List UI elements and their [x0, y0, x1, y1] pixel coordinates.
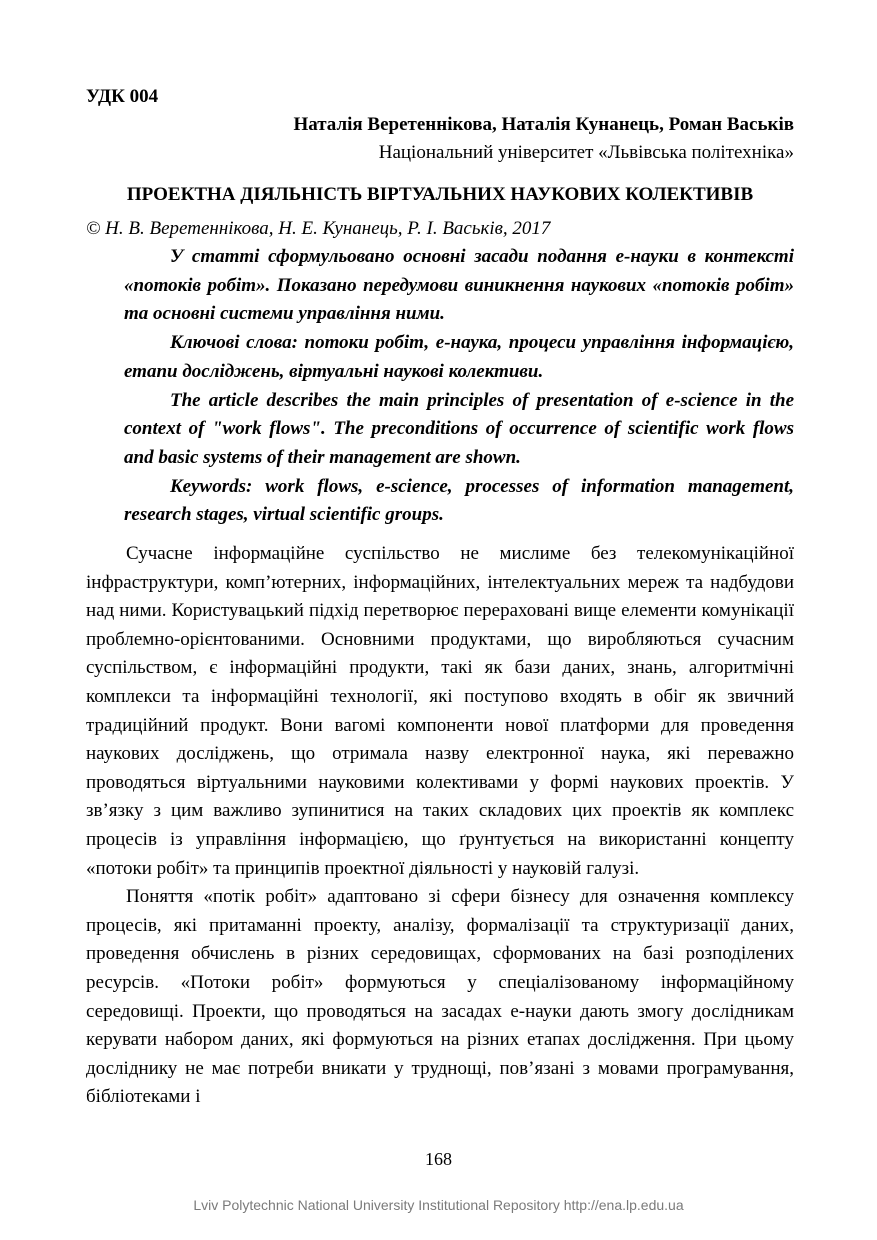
article-page	[86, 83, 794, 1112]
abstract-ua: У статті сформульовано основні засади подання е-науки в контексті «потоків робіт». Показано передумови виникнення наукових «потоків робіт» та основні системи управління ними.	[124, 246, 794, 325]
authors: Наталія Веретеннікова, Наталія Кунанець, Роман Васьків	[293, 114, 794, 135]
repository-footer: Lviv Polytechnic National University Institutional Repository http://ena.lp.edu.ua	[193, 1197, 684, 1213]
copyright-line: © Н. В. Веретеннікова, Н. Е. Кунанець, Р. І. Васьків, 2017	[86, 218, 551, 239]
abstract-block	[86, 243, 794, 530]
body-paragraph-2: Поняття «потік робіт» адаптовано зі сфери бізнесу для означення комплексу процесів, які притаманні проекту, аналізу, формалізації та структуризації даних, проведення обчислень в різних середовищах, сформованих на базі розподілених ресурсів. «Потоки робіт» формуються у спеціалізованому інформаційному середовищі. Проекти, що проводяться на засадах е-науки дають змогу дослідникам керувати набором даних, які формуються на різних етапах дослідження. При цьому досліднику не має потреби вникати у труднощі, пов’язані з мовами програмування, бібліотеками і	[86, 886, 794, 1108]
body-paragraph-1: Сучасне інформаційне суспільство не мислиме без телекомунікаційної інфраструктури, комп’ютерних, інформаційних, інтелектуальних мереж та надбудови над ними. Користувацький підхід перетворює перераховані вище елементи комунікації проблемно-орієнтованими. Основними продуктами, що виробляються сучасним суспільством, є інформаційні продукти, такі як бази даних, знань, алгоритмічні комплекси та інформаційні технології, які поступово входять в обіг як звичний традиційний продукт. Вони вагомі компоненти нової платформи для проведення наукових досліджень, що отримала назву електронної наука, які переважно проводяться віртуальними науковими колективами у формі наукових проектів. У зв’язку з цим важливо зупинитися на таких складових цих проектів як комплекс процесів із управління інформацією, що ґрунтується на використанні концепту «потоки робіт» та принципів проектної діяльності у науковій галузі.	[86, 543, 794, 879]
article-title: ПРОЕКТНА ДІЯЛЬНІСТЬ ВІРТУАЛЬНИХ НАУКОВИХ КОЛЕКТИВІВ	[126, 184, 754, 205]
abstract-en: The article describes the main principles of presentation of e-science in the context of "work flows". The preconditions of occurrence of scientific work flows and basic systems of their management are shown.	[124, 389, 794, 468]
page-number: 168	[425, 1149, 452, 1169]
affiliation: Національний університет «Львівська політехніка»	[378, 142, 794, 163]
keywords-en: Keywords: work flows, e-science, processes of information management, research stages, virtual scientific groups.	[124, 475, 794, 526]
udc-code: УДК 004	[86, 86, 159, 107]
keywords-ua: Ключові слова: потоки робіт, е-наука, процеси управління інформацією, етапи досліджень, віртуальні наукові колективи.	[124, 332, 794, 382]
